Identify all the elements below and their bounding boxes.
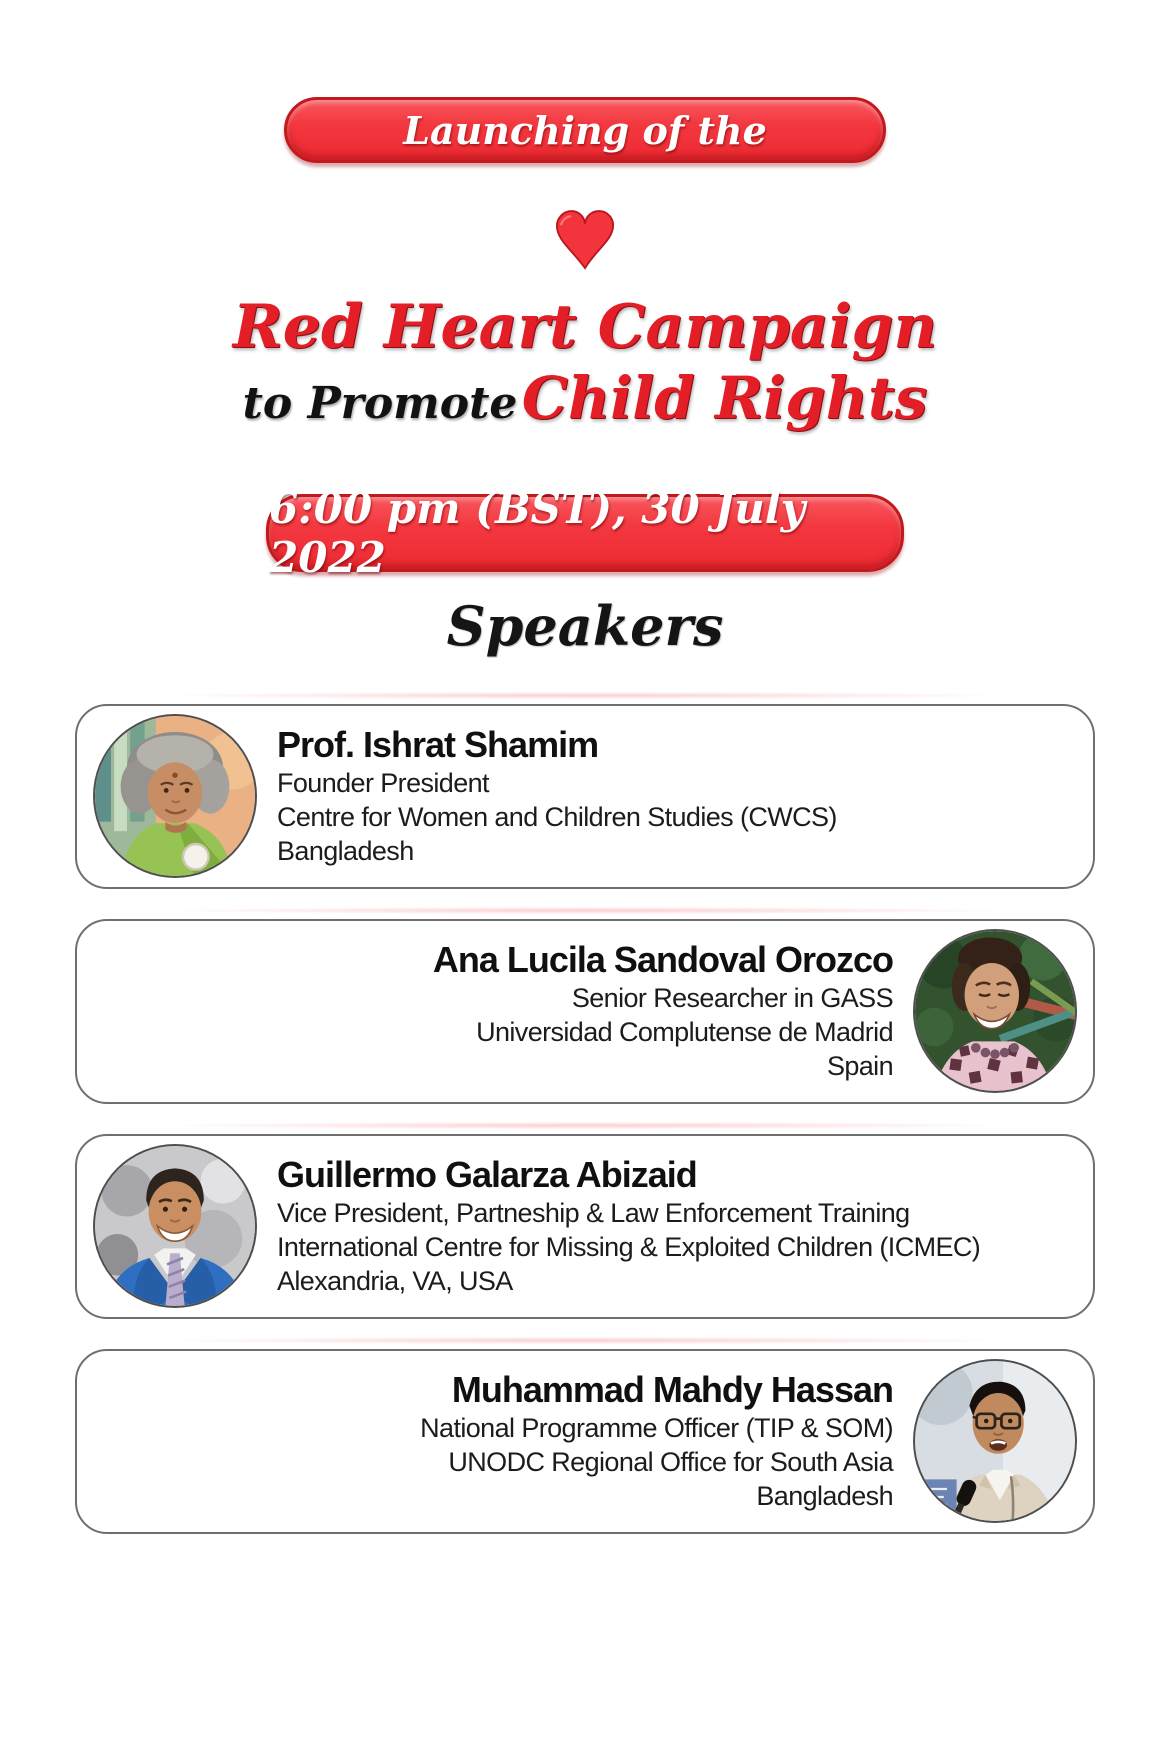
speaker-photo-elderly-woman (93, 714, 257, 878)
event-kicker-banner (284, 97, 886, 163)
speaker-location: Bangladesh (277, 836, 414, 867)
speaker-photo-man-blue-suit (93, 1144, 257, 1308)
event-poster (0, 97, 1170, 1751)
speaker-location: Alexandria, VA, USA (277, 1266, 513, 1297)
heart-icon (0, 199, 1170, 275)
speaker-role: Vice President, Partneship & Law Enforcement Training (277, 1198, 910, 1229)
speaker-card (75, 1134, 1095, 1319)
event-datetime-text: 6:00 pm (BST), 30 July 2022 (269, 483, 806, 582)
event-kicker-text: Launching of the (403, 107, 767, 153)
event-title: Red Heart Campaign (232, 292, 938, 362)
speaker-card (75, 704, 1095, 889)
speaker-info (93, 1369, 893, 1514)
speaker-card (75, 919, 1095, 1104)
speaker-location: Spain (826, 1051, 893, 1082)
speaker-name: Prof. Ishrat Shamim (277, 723, 599, 765)
speaker-role: National Programme Officer (TIP & SOM) (420, 1413, 893, 1444)
speaker-org: Universidad Complutense de Madrid (476, 1017, 893, 1048)
speaker-org: UNODC Regional Office for South Asia (448, 1447, 893, 1478)
speakers-heading: Speakers (446, 593, 724, 658)
event-subtitle (0, 364, 1170, 434)
speaker-card-list (75, 704, 1095, 1534)
speaker-info (277, 724, 1077, 869)
speaker-info (93, 939, 893, 1084)
speaker-role: Founder President (277, 768, 489, 799)
event-datetime-banner (266, 483, 904, 582)
speaker-org: International Centre for Missing & Exploited Children (ICMEC) (277, 1232, 981, 1263)
speaker-info (277, 1154, 1077, 1299)
speaker-org: Centre for Women and Children Studies (CWCS) (277, 802, 837, 833)
speaker-name: Muhammad Mahdy Hassan (451, 1368, 893, 1410)
speaker-name: Guillermo Galarza Abizaid (277, 1153, 697, 1195)
speaker-name: Ana Lucila Sandoval Orozco (432, 938, 893, 980)
event-subtitle-prefix: to Promote (242, 378, 518, 429)
speaker-card (75, 1349, 1095, 1534)
event-subtitle-emphasis: Child Rights (521, 364, 928, 432)
speaker-photo-man-glasses-mic (913, 1359, 1077, 1523)
speaker-role: Senior Researcher in GASS (571, 983, 893, 1014)
speaker-photo-woman-pink-top (913, 929, 1077, 1093)
speaker-location: Bangladesh (756, 1481, 893, 1512)
